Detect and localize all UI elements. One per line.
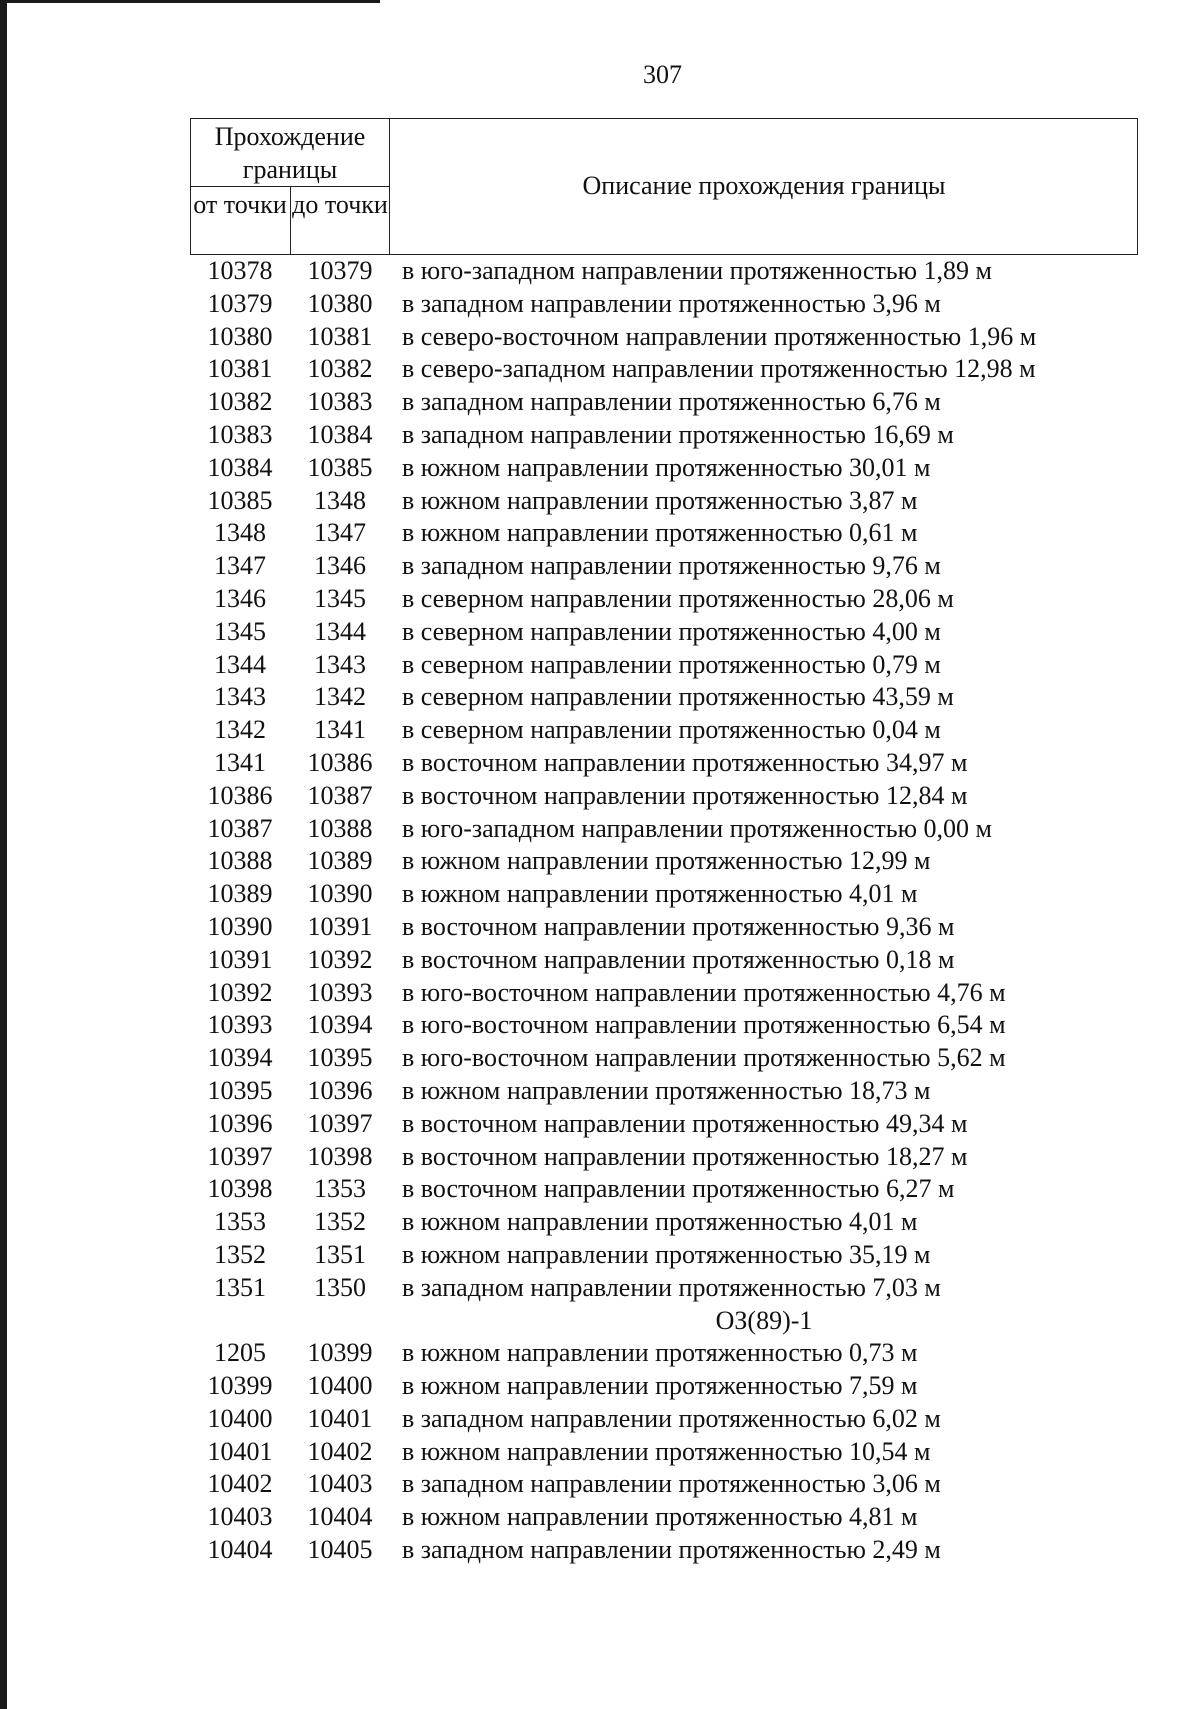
table-row bbox=[0, 747, 1200, 780]
boundary-description: в западном направлении протяженностью 9,76 м bbox=[402, 551, 941, 581]
to-point: 1352 bbox=[314, 1207, 366, 1237]
table-row bbox=[0, 255, 1200, 288]
table-row bbox=[0, 1141, 1200, 1174]
table-row bbox=[0, 911, 1200, 944]
to-point: 10394 bbox=[307, 1010, 373, 1040]
table-row bbox=[0, 452, 1200, 485]
table-row bbox=[0, 1173, 1200, 1206]
to-point: 10390 bbox=[307, 879, 373, 909]
table-row bbox=[0, 353, 1200, 386]
table-row bbox=[0, 517, 1200, 550]
from-point: 10399 bbox=[207, 1371, 273, 1401]
to-point: 1351 bbox=[314, 1239, 366, 1269]
section-row bbox=[0, 1305, 1200, 1338]
section-title: ОЗ(89)-1 bbox=[715, 1305, 813, 1335]
boundary-description: в восточном направлении протяженностью 0,18 м bbox=[402, 944, 955, 974]
header-from: от точки bbox=[193, 190, 287, 219]
boundary-description: в северном направлении протяженностью 4,00 м bbox=[402, 616, 941, 646]
from-point: 1353 bbox=[214, 1207, 266, 1237]
to-point: 10399 bbox=[307, 1338, 373, 1368]
table-row bbox=[0, 714, 1200, 747]
from-point: 10390 bbox=[207, 911, 273, 941]
to-point: 10400 bbox=[307, 1371, 373, 1401]
boundary-description: в северо-восточном направлении протяженностью 1,96 м bbox=[402, 321, 1037, 351]
table-row bbox=[0, 386, 1200, 419]
boundary-description: в юго-восточном направлении протяженностью 4,76 м bbox=[402, 977, 1006, 1007]
scan-edge-top bbox=[0, 0, 380, 3]
boundary-description: в северном направлении протяженностью 28,06 м bbox=[402, 583, 954, 613]
table-row bbox=[0, 1009, 1200, 1042]
table-row bbox=[0, 1534, 1200, 1567]
boundary-description: в южном направлении протяженностью 4,01 м bbox=[402, 879, 918, 909]
to-point: 10403 bbox=[307, 1469, 373, 1499]
table-row bbox=[0, 1272, 1200, 1305]
table-row bbox=[0, 813, 1200, 846]
table-row bbox=[0, 1403, 1200, 1436]
table-row bbox=[0, 977, 1200, 1010]
boundary-description: в южном направлении протяженностью 3,87 м bbox=[402, 485, 918, 515]
table-row bbox=[0, 1370, 1200, 1403]
to-point: 1346 bbox=[314, 551, 366, 581]
boundary-description: в восточном направлении протяженностью 6,27 м bbox=[402, 1174, 955, 1204]
boundary-description: в южном направлении протяженностью 30,01 м bbox=[402, 452, 931, 482]
to-point: 10404 bbox=[307, 1502, 373, 1532]
from-point: 10387 bbox=[207, 813, 273, 843]
to-point: 10398 bbox=[307, 1141, 373, 1171]
from-point: 10395 bbox=[207, 1075, 273, 1105]
table-row bbox=[0, 878, 1200, 911]
boundary-description: в восточном направлении протяженностью 34,97 м bbox=[402, 747, 968, 777]
from-point: 10393 bbox=[207, 1010, 273, 1040]
to-point: 10383 bbox=[307, 387, 373, 417]
to-point: 1343 bbox=[314, 649, 366, 679]
boundary-description: в западном направлении протяженностью 3,96 м bbox=[402, 288, 941, 318]
table-row bbox=[0, 616, 1200, 649]
to-point: 1347 bbox=[314, 518, 366, 548]
table-row bbox=[0, 288, 1200, 321]
to-point: 10391 bbox=[307, 911, 373, 941]
boundary-description: в северном направлении протяженностью 43,59 м bbox=[402, 682, 954, 712]
from-point: 10397 bbox=[207, 1141, 273, 1171]
boundary-description: в южном направлении протяженностью 0,73 м bbox=[402, 1338, 918, 1368]
table-row bbox=[0, 1337, 1200, 1370]
from-point: 10391 bbox=[207, 944, 273, 974]
boundary-description: в западном направлении протяженностью 7,03 м bbox=[402, 1272, 941, 1302]
from-point: 10402 bbox=[207, 1469, 273, 1499]
header-to: до точки bbox=[292, 190, 388, 219]
to-point: 10402 bbox=[307, 1436, 373, 1466]
boundary-description: в западном направлении протяженностью 2,49 м bbox=[402, 1535, 941, 1565]
boundary-description: в южном направлении протяженностью 35,19 м bbox=[402, 1239, 931, 1269]
from-point: 1343 bbox=[214, 682, 266, 712]
from-point: 10404 bbox=[207, 1535, 273, 1565]
from-point: 10378 bbox=[207, 256, 273, 285]
from-point: 10386 bbox=[207, 780, 273, 810]
boundary-description: в южном направлении протяженностью 4,81 м bbox=[402, 1502, 918, 1532]
to-point: 10387 bbox=[307, 780, 373, 810]
from-point: 10401 bbox=[207, 1436, 273, 1466]
from-point: 10389 bbox=[207, 879, 273, 909]
from-point: 1347 bbox=[214, 551, 266, 581]
boundary-description: в юго-восточном направлении протяженностью 5,62 м bbox=[402, 1043, 1006, 1073]
boundary-description: в северо-западном направлении протяженностью 12,98 м bbox=[402, 354, 1036, 384]
to-point: 10388 bbox=[307, 813, 373, 843]
table-row bbox=[0, 1468, 1200, 1501]
to-point: 1348 bbox=[314, 485, 366, 515]
to-point: 1341 bbox=[314, 715, 366, 745]
table-row bbox=[0, 1436, 1200, 1469]
from-point: 10379 bbox=[207, 288, 273, 318]
from-point: 1348 bbox=[214, 518, 266, 548]
table-row bbox=[0, 944, 1200, 977]
boundary-description: в южном направлении протяженностью 4,01 м bbox=[402, 1207, 918, 1237]
boundary-description: в юго-западном направлении протяженностью 0,00 м bbox=[402, 813, 992, 843]
to-point: 10396 bbox=[307, 1075, 373, 1105]
boundary-description: в западном направлении протяженностью 6,02 м bbox=[402, 1403, 941, 1433]
from-point: 10403 bbox=[207, 1502, 273, 1532]
to-point: 10392 bbox=[307, 944, 373, 974]
table-row bbox=[0, 583, 1200, 616]
to-point: 10389 bbox=[307, 846, 373, 876]
from-point: 10388 bbox=[207, 846, 273, 876]
table-row bbox=[0, 780, 1200, 813]
table-row bbox=[0, 1501, 1200, 1534]
to-point: 1345 bbox=[314, 583, 366, 613]
table-row bbox=[0, 1042, 1200, 1075]
to-point: 10397 bbox=[307, 1108, 373, 1138]
table-row bbox=[0, 649, 1200, 682]
to-point: 10379 bbox=[307, 256, 373, 285]
table-row bbox=[0, 1075, 1200, 1108]
boundary-description: в западном направлении протяженностью 6,76 м bbox=[402, 387, 941, 417]
table-body bbox=[0, 255, 1200, 1567]
from-point: 1205 bbox=[214, 1338, 266, 1368]
from-point: 10385 bbox=[207, 485, 273, 515]
from-point: 10382 bbox=[207, 387, 273, 417]
to-point: 1353 bbox=[314, 1174, 366, 1204]
to-point: 10405 bbox=[307, 1535, 373, 1565]
to-point: 10395 bbox=[307, 1043, 373, 1073]
from-point: 1342 bbox=[214, 715, 266, 745]
table-row bbox=[0, 1239, 1200, 1272]
from-point: 1344 bbox=[214, 649, 266, 679]
to-point: 10393 bbox=[307, 977, 373, 1007]
table-row bbox=[0, 1206, 1200, 1239]
boundary-description: в восточном направлении протяженностью 12,84 м bbox=[402, 780, 968, 810]
from-point: 10384 bbox=[207, 452, 273, 482]
table-row bbox=[0, 1108, 1200, 1141]
header-description: Описание прохождения границы bbox=[582, 171, 946, 200]
from-point: 10398 bbox=[207, 1174, 273, 1204]
to-point: 1342 bbox=[314, 682, 366, 712]
boundary-description: в северном направлении протяженностью 0,79 м bbox=[402, 649, 941, 679]
to-point: 1344 bbox=[314, 616, 366, 646]
boundary-description: в восточном направлении протяженностью 9,36 м bbox=[402, 911, 955, 941]
table-row bbox=[0, 419, 1200, 452]
from-point: 1352 bbox=[214, 1239, 266, 1269]
table-row bbox=[0, 845, 1200, 878]
from-point: 10381 bbox=[207, 354, 273, 384]
from-point: 10400 bbox=[207, 1403, 273, 1433]
boundary-description: в западном направлении протяженностью 3,06 м bbox=[402, 1469, 941, 1499]
from-point: 10396 bbox=[207, 1108, 273, 1138]
header-passage: Прохождение границы bbox=[214, 122, 366, 184]
from-point: 1345 bbox=[214, 616, 266, 646]
boundary-description: в восточном направлении протяженностью 49,34 м bbox=[402, 1108, 968, 1138]
boundary-description: в восточном направлении протяженностью 18,27 м bbox=[402, 1141, 968, 1171]
to-point: 10386 bbox=[307, 747, 373, 777]
boundary-description: в южном направлении протяженностью 7,59 м bbox=[402, 1371, 918, 1401]
to-point: 10382 bbox=[307, 354, 373, 384]
to-point: 10385 bbox=[307, 452, 373, 482]
boundary-description: в южном направлении протяженностью 10,54 м bbox=[402, 1436, 931, 1466]
from-point: 10394 bbox=[207, 1043, 273, 1073]
from-point: 10392 bbox=[207, 977, 273, 1007]
from-point: 10380 bbox=[207, 321, 273, 351]
boundary-description: в юго-западном направлении протяженностью 1,89 м bbox=[402, 256, 992, 285]
boundary-description: в южном направлении протяженностью 18,73 м bbox=[402, 1075, 931, 1105]
table-row bbox=[0, 550, 1200, 583]
from-point: 1341 bbox=[214, 747, 266, 777]
boundary-description: в юго-восточном направлении протяженностью 6,54 м bbox=[402, 1010, 1006, 1040]
boundary-description: в южном направлении протяженностью 0,61 м bbox=[402, 518, 918, 548]
to-point: 10381 bbox=[307, 321, 373, 351]
boundary-description: в западном направлении протяженностью 16,69 м bbox=[402, 419, 954, 449]
from-point: 1351 bbox=[214, 1272, 266, 1302]
to-point: 10380 bbox=[307, 288, 373, 318]
from-point: 10383 bbox=[207, 419, 273, 449]
to-point: 1350 bbox=[314, 1272, 366, 1302]
to-point: 10384 bbox=[307, 419, 373, 449]
page-number: 307 bbox=[643, 60, 682, 89]
to-point: 10401 bbox=[307, 1403, 373, 1433]
table-row bbox=[0, 681, 1200, 714]
table-row bbox=[0, 485, 1200, 518]
boundary-description: в южном направлении протяженностью 12,99 м bbox=[402, 846, 931, 876]
from-point: 1346 bbox=[214, 583, 266, 613]
table-row bbox=[0, 321, 1200, 354]
boundary-description: в северном направлении протяженностью 0,04 м bbox=[402, 715, 941, 745]
